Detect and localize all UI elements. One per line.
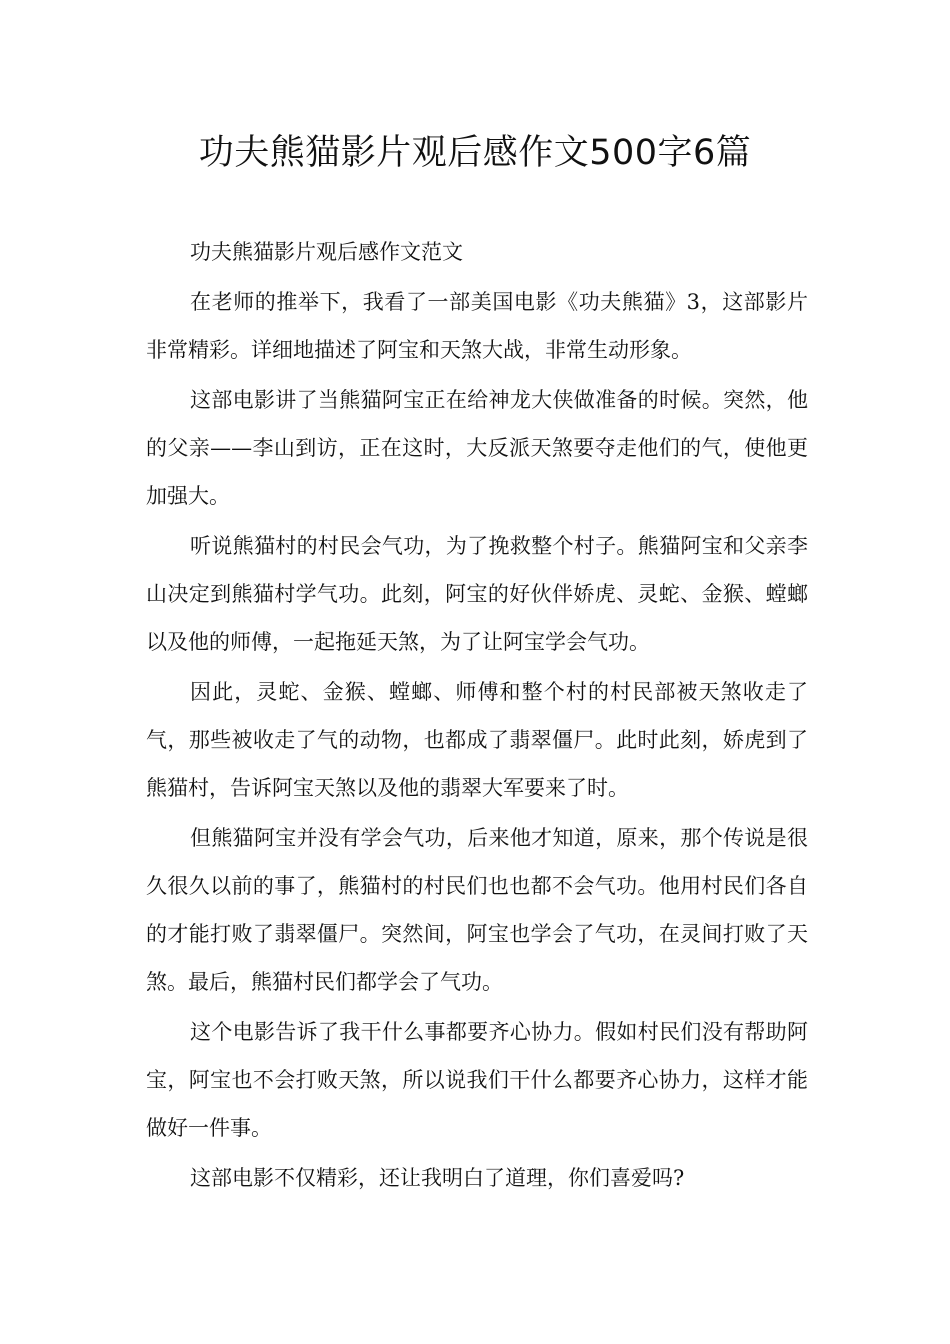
paragraph: 在老师的推举下，我看了一部美国电影《功夫熊猫》3，这部影片非常精彩。详细地描述了阿宝和天煞大战，非常生动形象。 bbox=[146, 290, 808, 362]
paragraph: 这部电影讲了当熊猫阿宝正在给神龙大侠做准备的时候。突然，他的父亲——李山到访，正在这时，大反派天煞要夺走他们的气，使他更加强大。 bbox=[146, 388, 808, 508]
paragraph: 但熊猫阿宝并没有学会气功，后来他才知道，原来，那个传说是很久很久以前的事了，熊猫村的村民们也也都不会气功。他用村民们各自的才能打败了翡翠僵尸。突然间，阿宝也学会了气功，在灵间打败了天煞。最后，熊猫村民们都学会了气功。 bbox=[146, 826, 808, 994]
document-subtitle: 功夫熊猫影片观后感作文范文 bbox=[190, 240, 463, 264]
document-title: 功夫熊猫影片观后感作文500字6篇 bbox=[198, 133, 752, 173]
paragraph: 因此，灵蛇、金猴、螳螂、师傅和整个村的村民部被天煞收走了气，那些被收走了气的动物，也都成了翡翠僵尸。此时此刻，娇虎到了熊猫村，告诉阿宝天煞以及他的翡翠大军要来了时。 bbox=[146, 680, 808, 800]
paragraph: 听说熊猫村的村民会气功，为了挽救整个村子。熊猫阿宝和父亲李山决定到熊猫村学气功。此刻，阿宝的好伙伴娇虎、灵蛇、金猴、螳螂以及他的师傅，一起拖延天煞，为了让阿宝学会气功。 bbox=[146, 534, 808, 654]
document-body bbox=[146, 228, 808, 1204]
paragraph: 这个电影告诉了我干什么事都要齐心协力。假如村民们没有帮助阿宝，阿宝也不会打败天煞，所以说我们干什么都要齐心协力，这样才能做好一件事。 bbox=[146, 1020, 808, 1140]
paragraph: 这部电影不仅精彩，还让我明白了道理，你们喜爱吗? bbox=[190, 1166, 685, 1190]
